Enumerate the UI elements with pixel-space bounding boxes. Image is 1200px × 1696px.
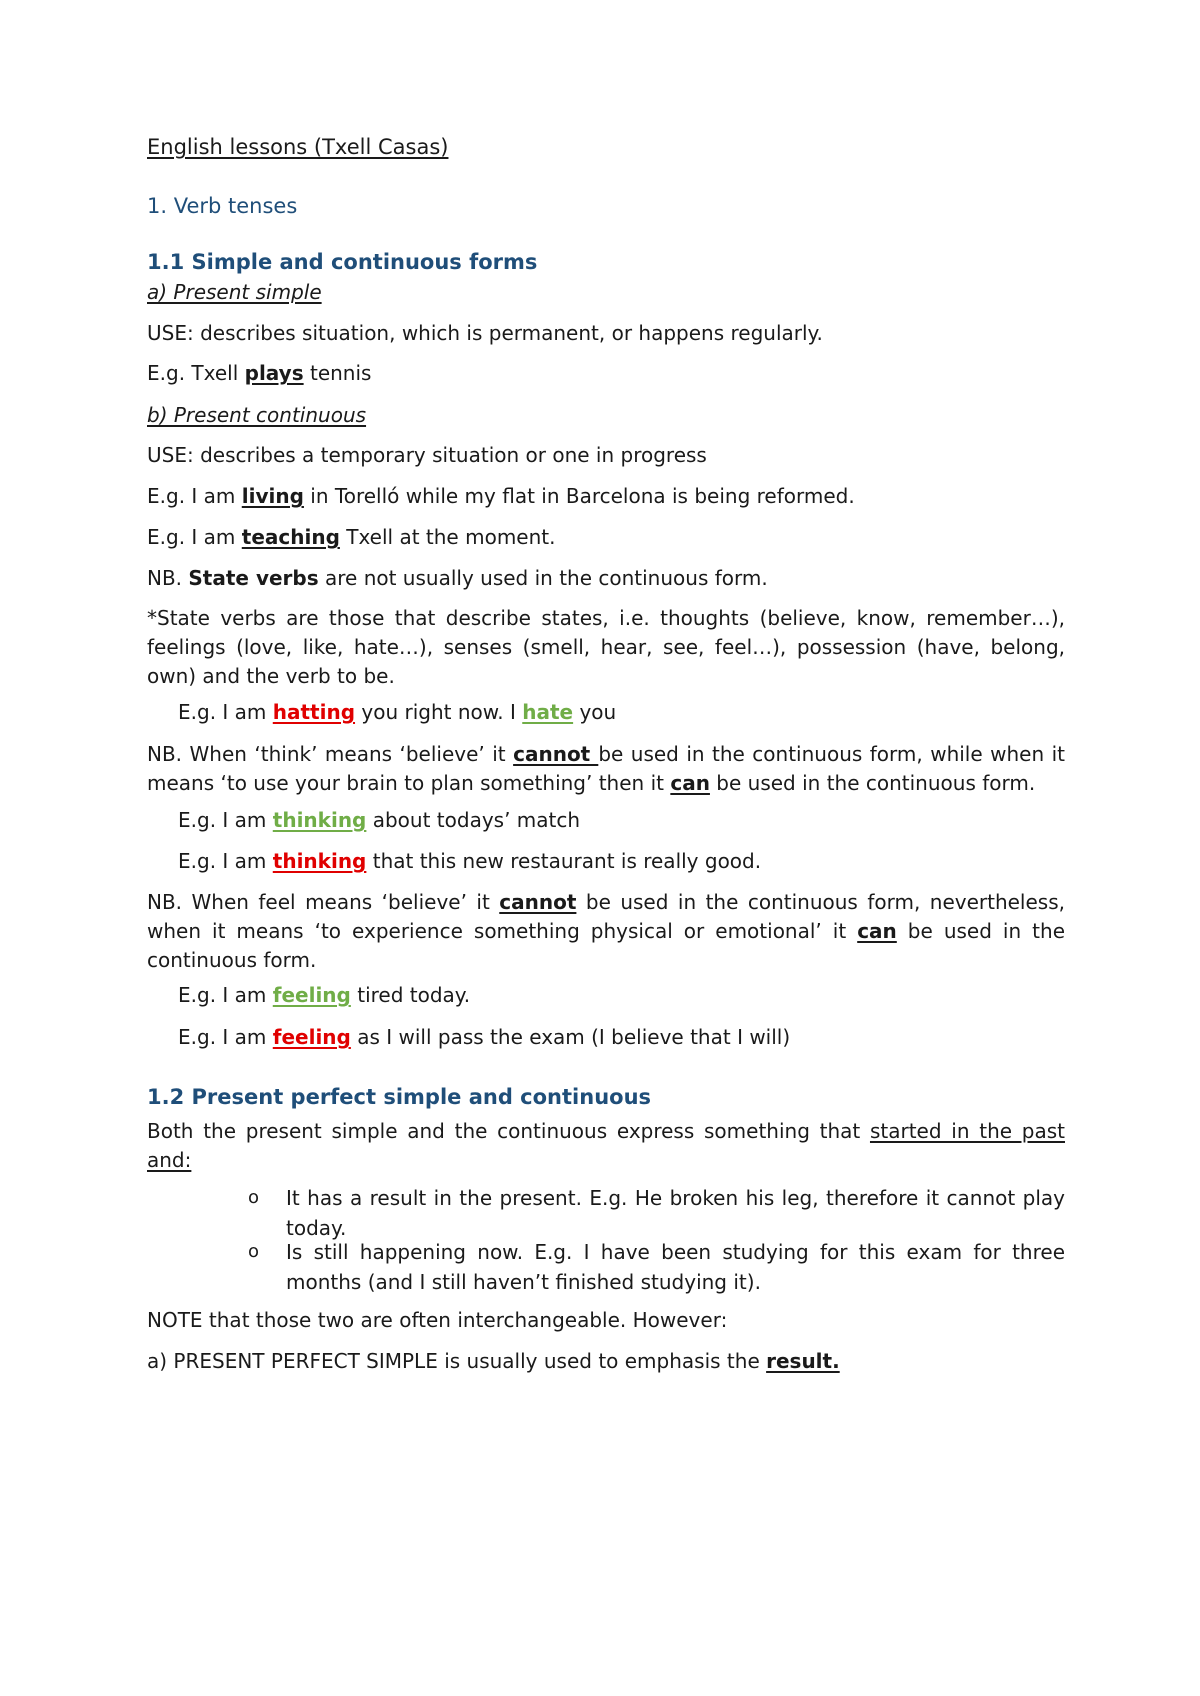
note-text: NB. — [147, 566, 189, 590]
correct-verb: feeling — [272, 983, 351, 1007]
note-cannot: cannot — [513, 742, 599, 766]
example-text: that this new restaurant is really good. — [366, 849, 762, 873]
note-text: be used in the continuous form. — [147, 919, 1065, 972]
subheading-present-simple: a) Present simple — [147, 280, 322, 304]
incorrect-verb: feeling — [272, 1025, 351, 1049]
present-continuous-example-2 — [147, 523, 555, 552]
state-verbs-definition: *State verbs are those that describe states, i.e. thoughts (believe, know, remember…), feelings (love, like, hate…), senses (smell, hear, see, feel…), possession (have, belong, own) and the verb to be. — [147, 606, 1065, 688]
example-text: E.g. I am — [178, 808, 273, 832]
example-text: E.g. Txell — [147, 361, 245, 385]
incorrect-verb: hatting — [272, 700, 356, 724]
example-text: E.g. I am — [147, 484, 242, 508]
example-text: in Torelló while my flat in Barcelona is being reformed. — [303, 484, 855, 508]
note-can: can — [857, 919, 897, 943]
example-text: E.g. I am — [178, 849, 273, 873]
example-verb: teaching — [241, 525, 340, 549]
note-interchangeable: NOTE that those two are often interchangeable. However: — [147, 1308, 728, 1332]
note-text: are not usually used in the continuous form. — [318, 566, 768, 590]
intro-text: Both the present simple and the continuous express something that — [147, 1119, 870, 1143]
present-continuous-example-1 — [147, 482, 855, 511]
bullet-icon: o — [248, 1187, 260, 1208]
note-text: NB. When ‘think’ means ‘believe’ it — [147, 742, 514, 766]
example-text: tired today. — [350, 983, 471, 1007]
list-item — [248, 1237, 1065, 1297]
example-thinking-correct — [178, 806, 580, 835]
list-item-text: Is still happening now. E.g. I have been studying for this exam for three months (and I still haven’t finished studying it). — [286, 1240, 1065, 1294]
document-title: English lessons (Txell Casas) — [147, 135, 449, 159]
note-bold: State verbs — [188, 566, 319, 590]
present-perfect-intro — [147, 1117, 1065, 1175]
example-text: E.g. I am — [178, 1025, 273, 1049]
heading-present-perfect: 1.2 Present perfect simple and continuous — [147, 1085, 652, 1109]
intro-underlined: started in the past and: — [147, 1119, 1065, 1172]
note-can: can — [670, 771, 710, 795]
note-think — [147, 740, 1065, 798]
list-item-text: It has a result in the present. E.g. He broken his leg, therefore it cannot play today. — [286, 1186, 1065, 1240]
heading-simple-continuous: 1.1 Simple and continuous forms — [147, 250, 538, 274]
example-text: tennis — [303, 361, 372, 385]
note-text: be used in the continuous form, while when it means ‘to use your brain to plan something’ then it — [147, 742, 1065, 795]
use-bold: result. — [766, 1349, 840, 1373]
correct-verb: hate — [522, 700, 574, 724]
example-verb: plays — [244, 361, 304, 385]
example-verb: living — [241, 484, 304, 508]
bullet-icon: o — [248, 1241, 260, 1262]
example-text: you right now. I — [355, 700, 523, 724]
present-perfect-simple-use — [147, 1347, 840, 1376]
example-feeling-incorrect — [178, 1023, 790, 1052]
note-cannot: cannot — [499, 890, 577, 914]
example-text: E.g. I am — [178, 983, 273, 1007]
example-hate — [178, 698, 616, 727]
correct-verb: thinking — [272, 808, 367, 832]
heading-verb-tenses: 1. Verb tenses — [147, 194, 298, 218]
example-feeling-correct — [178, 981, 470, 1010]
present-simple-example — [147, 359, 371, 388]
example-text: you — [573, 700, 617, 724]
use-text: a) PRESENT PERFECT SIMPLE is usually used to emphasis the — [147, 1349, 767, 1373]
example-text: E.g. I am — [178, 700, 273, 724]
list-item — [248, 1183, 1065, 1243]
incorrect-verb: thinking — [272, 849, 367, 873]
subheading-present-continuous: b) Present continuous — [147, 403, 367, 427]
note-feel — [147, 888, 1065, 975]
note-state-verbs — [147, 564, 768, 593]
example-text: about todays’ match — [366, 808, 581, 832]
example-text: Txell at the moment. — [339, 525, 556, 549]
present-simple-use: USE: describes situation, which is permanent, or happens regularly. — [147, 321, 823, 345]
example-text: E.g. I am — [147, 525, 242, 549]
note-text: NB. When feel means ‘believe’ it — [147, 890, 500, 914]
present-continuous-use: USE: describes a temporary situation or one in progress — [147, 443, 707, 467]
note-text: be used in the continuous form. — [709, 771, 1036, 795]
example-thinking-incorrect — [178, 847, 761, 876]
note-text: be used in the continuous form, nevertheless, when it means ‘to experience something physical or emotional’ it — [147, 890, 1065, 943]
example-text: as I will pass the exam (I believe that I will) — [350, 1025, 791, 1049]
